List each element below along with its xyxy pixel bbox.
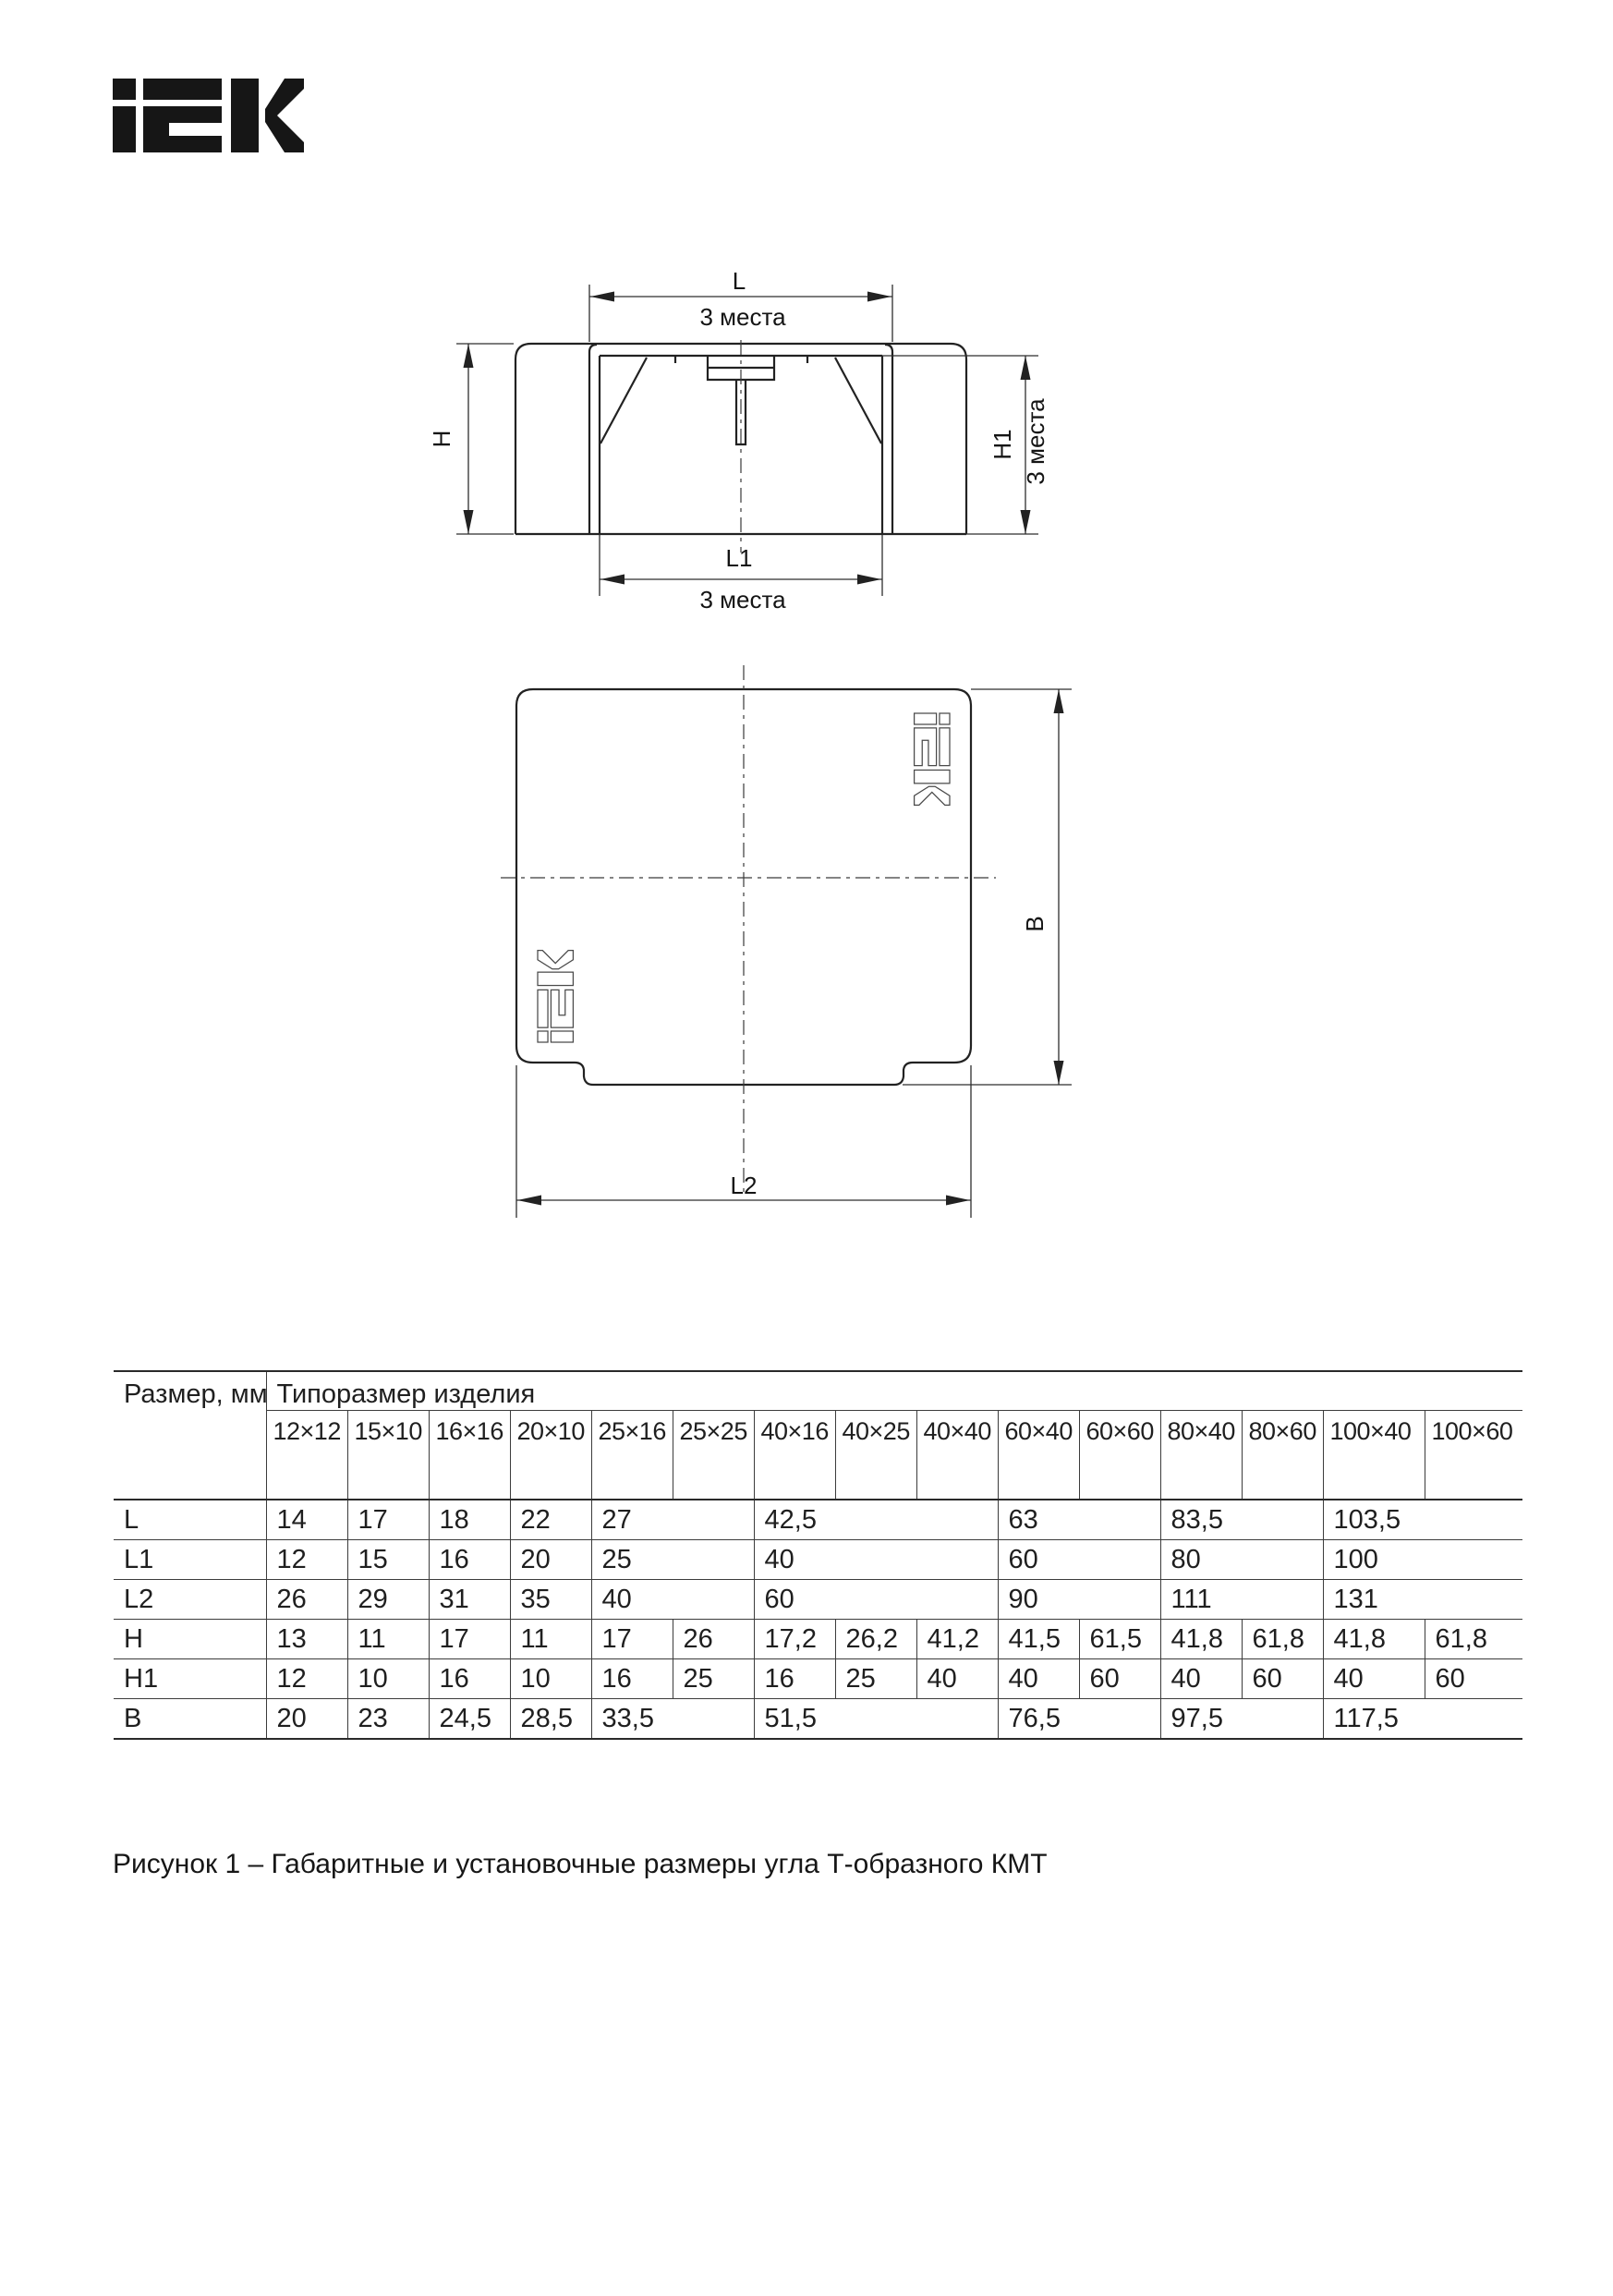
table-cell: 16 [429,1540,510,1580]
table-body [114,1500,1522,1739]
row-label-B: B [114,1699,266,1740]
figure-caption: Рисунок 1 – Габаритные и установочные размеры угла Т-образного КМТ [113,1849,1048,1879]
table-row-L [114,1500,1522,1540]
column-header-12×12: 12×12 [266,1411,347,1500]
dimensions-table [114,1370,1522,1740]
dim-note-bottom: 3 места [699,586,786,613]
table-group-header: Типоразмер изделия [266,1371,1522,1411]
column-header-40×16: 40×16 [754,1411,835,1500]
dim-label-L1: L1 [725,544,753,572]
dim-note-right: 3 места [1022,398,1049,485]
plan-view-drawing [501,665,1072,1218]
column-header-25×16: 25×16 [591,1411,673,1500]
table-row-B [114,1699,1522,1740]
table-cell: 25 [835,1659,916,1699]
table-cell: 80 [1160,1540,1323,1580]
column-header-40×40: 40×40 [916,1411,998,1500]
table-cell: 76,5 [998,1699,1160,1740]
table-cell: 41,8 [1323,1620,1425,1659]
row-label-H1: H1 [114,1659,266,1699]
table-cell: 26 [673,1620,754,1659]
table-cell: 26 [266,1580,347,1620]
table-row-L1 [114,1540,1522,1580]
iek-logo-engraved-bottom [538,951,573,1042]
table-cell: 40 [1323,1659,1425,1699]
column-header-25×25: 25×25 [673,1411,754,1500]
table-cell: 17 [591,1620,673,1659]
table-row-L2 [114,1580,1522,1620]
table-cell: 13 [266,1620,347,1659]
row-label-H: H [114,1620,266,1659]
table-cell: 17 [429,1620,510,1659]
column-header-40×25: 40×25 [835,1411,916,1500]
table-cell: 40 [998,1659,1079,1699]
table-corner-header: Размер, мм [114,1371,266,1500]
row-label-L2: L2 [114,1580,266,1620]
table-cell: 41,2 [916,1620,998,1659]
table-cell: 90 [998,1580,1160,1620]
table-cell: 60 [754,1580,998,1620]
dim-label-H1: H1 [988,429,1016,460]
table-cell: 40 [591,1580,754,1620]
table-cell: 117,5 [1323,1699,1522,1740]
table-cell: 41,5 [998,1620,1079,1659]
column-header-15×10: 15×10 [347,1411,429,1500]
table-cell: 40 [916,1659,998,1699]
table-cell: 10 [347,1659,429,1699]
table-cell: 11 [510,1620,591,1659]
table-cell: 41,8 [1160,1620,1242,1659]
iek-logo-engraved-top [915,713,950,805]
table-cell: 83,5 [1160,1500,1323,1540]
dimension-L [589,267,892,342]
table-cell: 42,5 [754,1500,998,1540]
table-cell: 20 [266,1699,347,1740]
table-cell: 26,2 [835,1620,916,1659]
table-cell: 131 [1323,1580,1522,1620]
table-cell: 40 [1160,1659,1242,1699]
front-view-drawing [428,267,1049,613]
table-cell: 33,5 [591,1699,754,1740]
table-cell: 60 [1242,1659,1323,1699]
dimensions-table-wrap [114,1370,1522,1740]
table-cell: 111 [1160,1580,1323,1620]
dim-label-H: H [428,430,455,448]
table-cell: 60 [1425,1659,1522,1699]
dim-label-L: L [732,267,746,295]
dim-label-B: B [1021,916,1049,932]
table-cell: 40 [754,1540,998,1580]
table-cell: 25 [673,1659,754,1699]
table-cell: 61,5 [1079,1620,1160,1659]
table-cell: 16 [429,1659,510,1699]
table-cell: 97,5 [1160,1699,1323,1740]
row-label-L: L [114,1500,266,1540]
column-header-16×16: 16×16 [429,1411,510,1500]
row-label-L1: L1 [114,1540,266,1580]
table-cell: 31 [429,1580,510,1620]
table-cell: 61,8 [1242,1620,1323,1659]
table-cell: 35 [510,1580,591,1620]
table-cell: 22 [510,1500,591,1540]
table-cell: 15 [347,1540,429,1580]
iek-logo [113,79,304,152]
table-sizes-row [114,1411,1522,1500]
table-row-H1 [114,1659,1522,1699]
table-cell: 60 [998,1540,1160,1580]
column-header-20×10: 20×10 [510,1411,591,1500]
table-cell: 12 [266,1659,347,1699]
table-cell: 29 [347,1580,429,1620]
column-header-60×40: 60×40 [998,1411,1079,1500]
table-cell: 11 [347,1620,429,1659]
column-header-80×60: 80×60 [1242,1411,1323,1500]
table-cell: 51,5 [754,1699,998,1740]
dim-note-top: 3 места [699,303,786,331]
dimension-L1 [600,534,882,613]
table-cell: 14 [266,1500,347,1540]
table-row-H [114,1620,1522,1659]
table-cell: 100 [1323,1540,1522,1580]
table-cell: 17,2 [754,1620,835,1659]
table-cell: 20 [510,1540,591,1580]
table-cell: 18 [429,1500,510,1540]
table-cell: 60 [1079,1659,1160,1699]
column-header-100×40: 100×40 [1323,1411,1425,1500]
table-cell: 25 [591,1540,754,1580]
column-header-100×60: 100×60 [1425,1411,1522,1500]
table-cell: 10 [510,1659,591,1699]
table-cell: 16 [754,1659,835,1699]
dimension-H [428,344,514,534]
table-header-row [114,1371,1522,1411]
table-cell: 61,8 [1425,1620,1522,1659]
column-header-80×40: 80×40 [1160,1411,1242,1500]
table-cell: 12 [266,1540,347,1580]
table-cell: 23 [347,1699,429,1740]
table-cell: 103,5 [1323,1500,1522,1540]
table-cell: 28,5 [510,1699,591,1740]
dim-label-L2: L2 [730,1172,758,1199]
table-cell: 24,5 [429,1699,510,1740]
table-cell: 63 [998,1500,1160,1540]
table-cell: 16 [591,1659,673,1699]
table-cell: 27 [591,1500,754,1540]
column-header-60×60: 60×60 [1079,1411,1160,1500]
table-cell: 17 [347,1500,429,1540]
